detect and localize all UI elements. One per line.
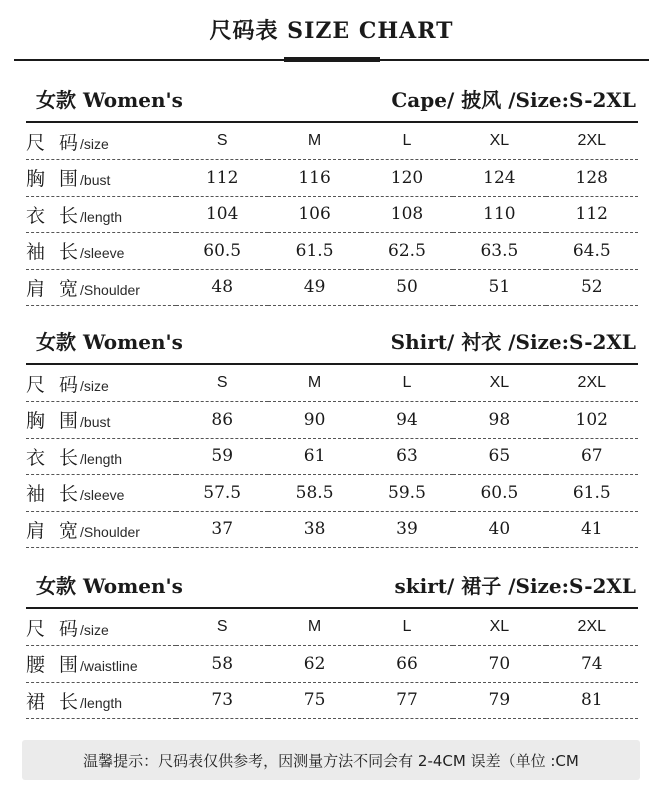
measurement-value: 61 bbox=[268, 438, 360, 475]
measurement-value: 110 bbox=[453, 196, 545, 233]
measurement-value: 67 bbox=[546, 438, 638, 475]
measurement-value: 63 bbox=[361, 438, 453, 475]
size-label: L bbox=[361, 123, 453, 160]
size-label: L bbox=[361, 365, 453, 402]
row-label bbox=[26, 123, 176, 160]
measurement-value: 51 bbox=[453, 269, 545, 306]
title-divider-accent bbox=[284, 57, 380, 62]
size-label: L bbox=[361, 609, 453, 646]
measurement-value: 66 bbox=[361, 646, 453, 683]
measurement-value: 65 bbox=[453, 438, 545, 475]
row-label bbox=[26, 365, 176, 402]
measurement-row bbox=[26, 682, 638, 719]
measurement-value: 61.5 bbox=[268, 233, 360, 270]
measurement-value: 58 bbox=[176, 646, 268, 683]
row-label-zh: 胸 bbox=[26, 168, 46, 191]
size-label: 2XL bbox=[546, 123, 638, 160]
measurement-value: 77 bbox=[361, 682, 453, 719]
row-label-en: /bust bbox=[80, 414, 111, 431]
measurement-value: 90 bbox=[268, 402, 360, 439]
measurement-row bbox=[26, 402, 638, 439]
section-header bbox=[26, 569, 638, 607]
row-label bbox=[26, 196, 176, 233]
row-label-zh: 长 bbox=[59, 446, 79, 469]
row-label-en: /size bbox=[80, 135, 109, 152]
row-label bbox=[26, 609, 176, 646]
measurement-value: 120 bbox=[361, 160, 453, 197]
measurement-value: 73 bbox=[176, 682, 268, 719]
measurement-value: 58.5 bbox=[268, 475, 360, 512]
measurement-value: 59.5 bbox=[361, 475, 453, 512]
row-label-zh: 宽 bbox=[59, 519, 79, 542]
row-label bbox=[26, 233, 176, 270]
row-label-zh: 长 bbox=[59, 204, 79, 227]
size-table bbox=[26, 365, 638, 548]
row-label bbox=[26, 646, 176, 683]
footer-note: 温馨提示：尺码表仅供参考，因测量方法不同会有 2-4CM 误差（单位 :CM bbox=[22, 740, 640, 780]
measurement-value: 124 bbox=[453, 160, 545, 197]
measurement-value: 86 bbox=[176, 402, 268, 439]
size-label: S bbox=[176, 123, 268, 160]
measurement-row bbox=[26, 196, 638, 233]
size-table bbox=[26, 123, 638, 306]
page-title: 尺码表 SIZE CHART bbox=[209, 18, 454, 44]
measurement-value: 64.5 bbox=[546, 233, 638, 270]
row-label bbox=[26, 511, 176, 548]
measurement-value: 62 bbox=[268, 646, 360, 683]
measurement-value: 104 bbox=[176, 196, 268, 233]
section-header bbox=[26, 325, 638, 363]
size-label: S bbox=[176, 609, 268, 646]
measurement-value: 37 bbox=[176, 511, 268, 548]
measurement-row bbox=[26, 511, 638, 548]
measurement-value: 112 bbox=[176, 160, 268, 197]
measurement-value: 128 bbox=[546, 160, 638, 197]
size-header-row bbox=[26, 365, 638, 402]
row-label-en: /length bbox=[80, 450, 123, 467]
measurement-value: 102 bbox=[546, 402, 638, 439]
size-label: 2XL bbox=[546, 609, 638, 646]
row-label-zh: 长 bbox=[59, 241, 79, 264]
row-label-zh: 围 bbox=[59, 410, 79, 433]
row-label-zh: 尺 bbox=[26, 373, 46, 396]
row-label-zh: 尺 bbox=[26, 131, 46, 154]
section-header bbox=[26, 83, 638, 121]
row-label-zh: 腰 bbox=[26, 654, 46, 677]
measurement-value: 60.5 bbox=[176, 233, 268, 270]
measurement-row bbox=[26, 160, 638, 197]
size-label: 2XL bbox=[546, 365, 638, 402]
measurement-value: 40 bbox=[453, 511, 545, 548]
row-label-en: /bust bbox=[80, 172, 111, 189]
measurement-value: 79 bbox=[453, 682, 545, 719]
measurement-value: 62.5 bbox=[361, 233, 453, 270]
row-label-en: /size bbox=[80, 621, 109, 638]
measurement-row bbox=[26, 233, 638, 270]
measurement-value: 75 bbox=[268, 682, 360, 719]
measurement-value: 81 bbox=[546, 682, 638, 719]
size-label: XL bbox=[453, 609, 545, 646]
row-label bbox=[26, 160, 176, 197]
measurement-value: 112 bbox=[546, 196, 638, 233]
measurement-value: 52 bbox=[546, 269, 638, 306]
row-label-zh: 衣 bbox=[26, 446, 46, 469]
row-label-zh: 长 bbox=[59, 483, 79, 506]
size-label: M bbox=[268, 365, 360, 402]
measurement-value: 94 bbox=[361, 402, 453, 439]
row-label-zh: 裙 bbox=[26, 690, 46, 713]
row-label-en: /size bbox=[80, 377, 109, 394]
section-gender-title: 女款 Women's bbox=[36, 330, 183, 354]
measurement-value: 63.5 bbox=[453, 233, 545, 270]
size-label: S bbox=[176, 365, 268, 402]
row-label-zh: 肩 bbox=[26, 519, 46, 542]
row-label bbox=[26, 475, 176, 512]
measurement-row bbox=[26, 475, 638, 512]
row-label-en: /Shoulder bbox=[80, 523, 140, 540]
row-label-en: /length bbox=[80, 208, 123, 225]
section-gender-title: 女款 Women's bbox=[36, 88, 183, 112]
section-garment-title: Cape/ 披风 /Size:S-2XL bbox=[391, 88, 636, 112]
size-label: XL bbox=[453, 123, 545, 160]
size-table bbox=[26, 609, 638, 719]
row-label-zh: 肩 bbox=[26, 277, 46, 300]
row-label bbox=[26, 269, 176, 306]
measurement-value: 41 bbox=[546, 511, 638, 548]
row-label-zh: 衣 bbox=[26, 204, 46, 227]
size-label: XL bbox=[453, 365, 545, 402]
size-section bbox=[26, 569, 638, 719]
row-label-zh: 宽 bbox=[59, 277, 79, 300]
row-label-zh: 码 bbox=[59, 373, 79, 396]
row-label-zh: 胸 bbox=[26, 410, 46, 433]
measurement-value: 59 bbox=[176, 438, 268, 475]
measurement-value: 70 bbox=[453, 646, 545, 683]
measurement-value: 116 bbox=[268, 160, 360, 197]
size-header-row bbox=[26, 123, 638, 160]
measurement-value: 98 bbox=[453, 402, 545, 439]
row-label-zh: 长 bbox=[59, 690, 79, 713]
row-label-en: /length bbox=[80, 694, 123, 711]
row-label-en: /waistline bbox=[80, 658, 138, 675]
section-garment-title: Shirt/ 衬衣 /Size:S-2XL bbox=[390, 330, 636, 354]
row-label-zh: 码 bbox=[59, 131, 79, 154]
measurement-value: 74 bbox=[546, 646, 638, 683]
row-label bbox=[26, 402, 176, 439]
measurement-value: 48 bbox=[176, 269, 268, 306]
row-label-zh: 围 bbox=[59, 168, 79, 191]
row-label bbox=[26, 682, 176, 719]
measurement-value: 50 bbox=[361, 269, 453, 306]
measurement-value: 57.5 bbox=[176, 475, 268, 512]
row-label-zh: 袖 bbox=[26, 483, 46, 506]
row-label-en: /sleeve bbox=[80, 245, 125, 262]
row-label bbox=[26, 438, 176, 475]
measurement-value: 108 bbox=[361, 196, 453, 233]
section-gender-title: 女款 Women's bbox=[36, 574, 183, 598]
row-label-zh: 码 bbox=[59, 617, 79, 640]
row-label-zh: 围 bbox=[59, 654, 79, 677]
measurement-row bbox=[26, 438, 638, 475]
size-label: M bbox=[268, 609, 360, 646]
section-garment-title: skirt/ 裙子 /Size:S-2XL bbox=[394, 574, 636, 598]
measurement-value: 61.5 bbox=[546, 475, 638, 512]
row-label-zh: 袖 bbox=[26, 241, 46, 264]
row-label-en: /sleeve bbox=[80, 487, 125, 504]
measurement-value: 60.5 bbox=[453, 475, 545, 512]
measurement-value: 106 bbox=[268, 196, 360, 233]
size-section bbox=[26, 325, 638, 548]
row-label-en: /Shoulder bbox=[80, 281, 140, 298]
measurement-value: 38 bbox=[268, 511, 360, 548]
measurement-value: 49 bbox=[268, 269, 360, 306]
size-header-row bbox=[26, 609, 638, 646]
size-label: M bbox=[268, 123, 360, 160]
size-section bbox=[26, 83, 638, 306]
measurement-row bbox=[26, 646, 638, 683]
measurement-row bbox=[26, 269, 638, 306]
row-label-zh: 尺 bbox=[26, 617, 46, 640]
measurement-value: 39 bbox=[361, 511, 453, 548]
